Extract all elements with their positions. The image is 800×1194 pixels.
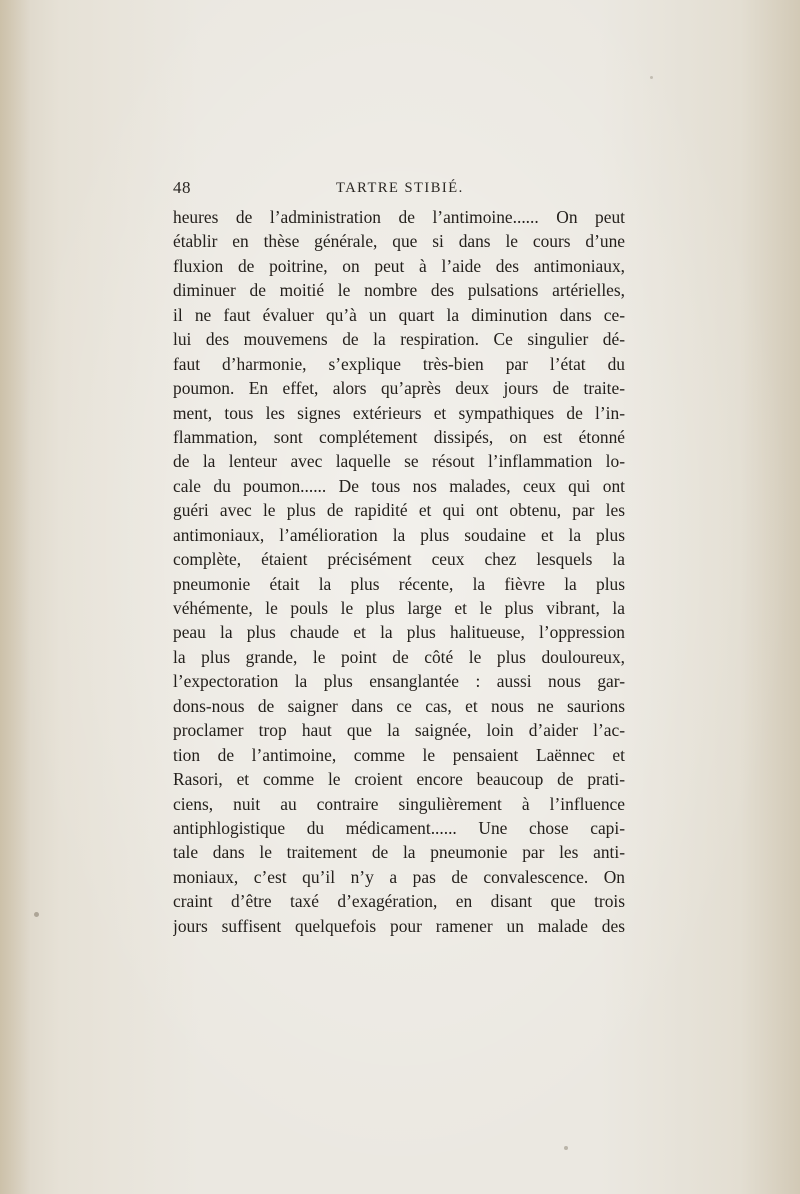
paper-speck	[650, 76, 653, 79]
text-line: peau la plus chaude et la plus halitueuse, l’oppression	[173, 622, 625, 643]
text-line: de la lenteur avec laquelle se résout l’inflammation lo-	[173, 451, 625, 472]
text-line: moniaux, c’est qu’il n’y a pas de convalescence. On	[173, 866, 625, 887]
text-line: dons-nous de saigner dans ce cas, et nous ne saurions	[173, 695, 625, 716]
paper-speck	[564, 1146, 568, 1150]
text-line: établir en thèse générale, que si dans le cours d’une	[173, 231, 625, 252]
page-header	[173, 178, 623, 204]
paper-speck	[34, 912, 39, 917]
page-gutter-shadow	[0, 0, 30, 1194]
text-line: antimoniaux, l’amélioration la plus soudaine et la plus	[173, 524, 625, 545]
text-line: ciens, nuit au contraire singulièrement à l’influence	[173, 793, 625, 814]
text-line: pneumonie était la plus récente, la fièvre la plus	[173, 573, 625, 594]
page-number: 48	[173, 178, 191, 197]
text-line: Rasori, et comme le croient encore beaucoup de prati-	[173, 769, 625, 790]
text-line: lui des mouvemens de la respiration. Ce singulier dé-	[173, 329, 625, 350]
text-line: fluxion de poitrine, on peut à l’aide des antimoniaux,	[173, 255, 625, 276]
text-line: antiphlogistique du médicament...... Une chose capi-	[173, 817, 625, 838]
text-line: ment, tous les signes extérieurs et sympathiques de l’in-	[173, 402, 625, 423]
body-text	[173, 205, 625, 938]
text-line: faut d’harmonie, s’explique très-bien par l’état du	[173, 353, 625, 374]
text-line: jours suffisent quelquefois pour ramener un malade des	[173, 915, 625, 936]
running-title: TARTRE STIBIÉ.	[336, 180, 464, 196]
text-line: tion de l’antimoine, comme le pensaient Laënnec et	[173, 744, 625, 765]
text-line: tale dans le traitement de la pneumonie par les anti-	[173, 842, 625, 863]
text-line: heures de l’administration de l’antimoine...... On peut	[173, 207, 625, 227]
text-line: guéri avec le plus de rapidité et qui ont obtenu, par les	[173, 500, 625, 521]
text-line: diminuer de moitié le nombre des pulsations artérielles,	[173, 280, 625, 301]
text-line: proclamer trop haut que la saignée, loin d’aider l’ac-	[173, 720, 625, 741]
text-line: l’expectoration la plus ensanglantée : aussi nous gar-	[173, 671, 625, 692]
text-line: la plus grande, le point de côté le plus douloureux,	[173, 646, 625, 667]
text-line: poumon. En effet, alors qu’après deux jours de traite-	[173, 378, 625, 399]
text-line: flammation, sont complétement dissipés, on est étonné	[173, 426, 625, 447]
text-line: véhémente, le pouls le plus large et le plus vibrant, la	[173, 598, 625, 618]
text-line: il ne faut évaluer qu’à un quart la diminution dans ce-	[173, 304, 625, 325]
text-line: craint d’être taxé d’exagération, en disant que trois	[173, 891, 625, 912]
text-line: cale du poumon...... De tous nos malades, ceux qui ont	[173, 475, 625, 496]
text-line: complète, étaient précisément ceux chez lesquels la	[173, 549, 625, 570]
